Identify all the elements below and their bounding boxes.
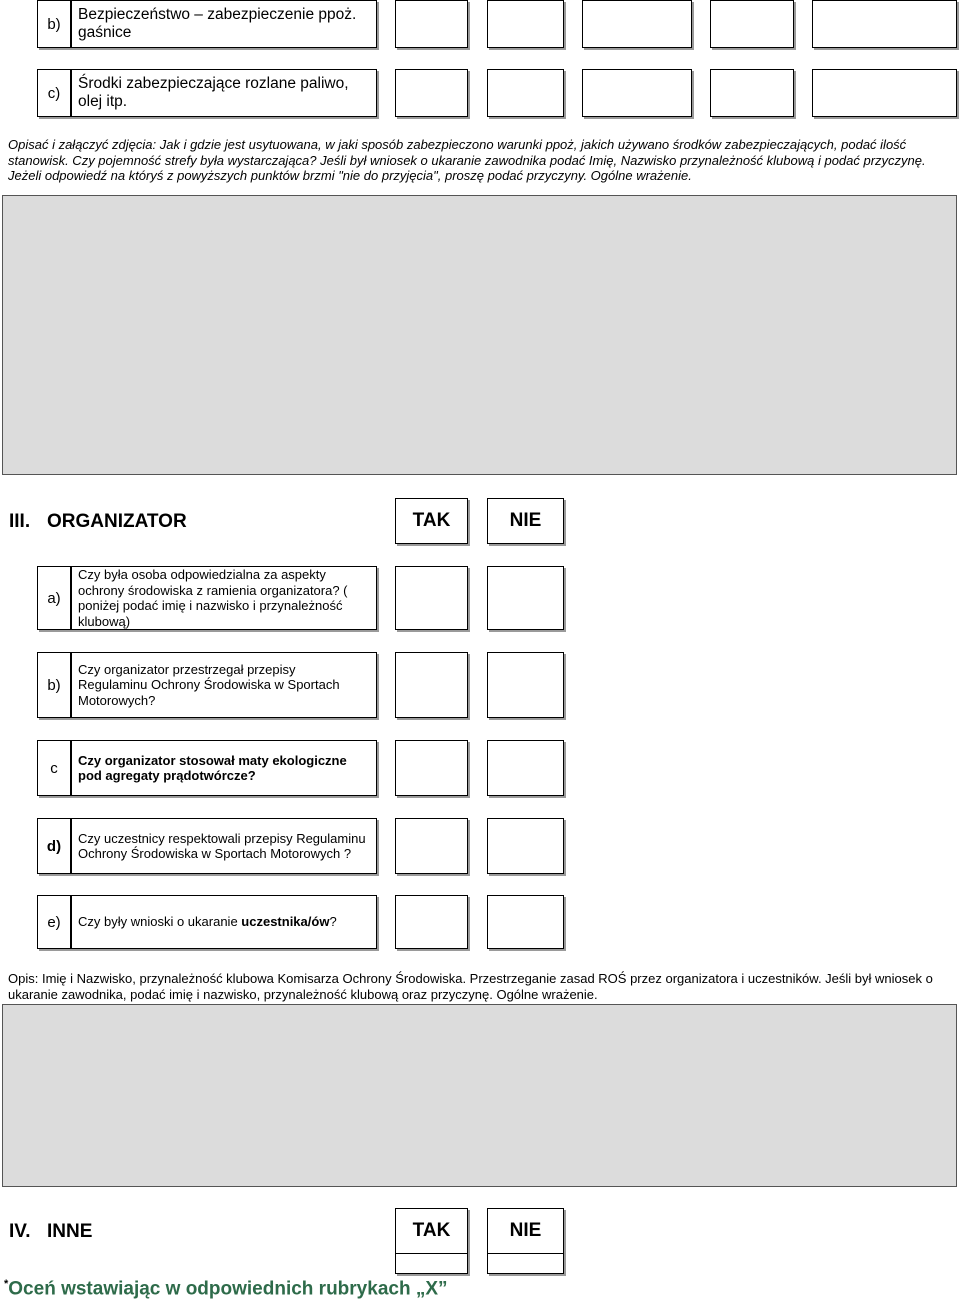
nie-header — [487, 1208, 564, 1254]
checkbox-cell[interactable] — [487, 0, 564, 48]
tak-checkbox[interactable] — [395, 652, 468, 718]
description-area-section2[interactable] — [2, 195, 957, 475]
question-cell-regulations — [71, 652, 377, 718]
question-cell-responsible-person — [71, 566, 377, 630]
section4-title: INNE — [47, 1221, 93, 1242]
nie-checkbox[interactable] — [487, 895, 564, 949]
description-area-section3[interactable] — [2, 1004, 957, 1187]
row-letter-text: c — [50, 759, 58, 777]
tak-checkbox[interactable] — [395, 740, 468, 796]
question-cell-fire-safety — [71, 0, 377, 48]
nie-checkbox[interactable] — [487, 652, 564, 718]
row-letter-e — [37, 895, 71, 949]
footer-asterisk: * — [4, 1278, 9, 1290]
checkbox-cell[interactable] — [812, 69, 957, 117]
checkbox-cell[interactable] — [710, 69, 794, 117]
tak-checkbox[interactable] — [395, 1254, 468, 1274]
tak-checkbox[interactable] — [395, 818, 468, 874]
row-letter-text: c) — [47, 84, 61, 102]
row-letter-text: d) — [46, 837, 62, 855]
row-letter-a — [37, 566, 71, 630]
nie-checkbox[interactable] — [487, 1254, 564, 1274]
row-letter-b — [37, 0, 71, 48]
question-text: Czy uczestnicy respektowali przepisy Regulaminu Ochrony Środowiska w Sportach Motorowych ? — [78, 830, 366, 861]
nie-label: NIE — [509, 1220, 542, 1241]
nie-checkbox[interactable] — [487, 566, 564, 630]
question-cell-penalty-requests — [71, 895, 377, 949]
checkbox-cell[interactable] — [812, 0, 957, 48]
question-cell-participants-respect — [71, 818, 377, 874]
row-letter-text: b) — [47, 15, 61, 33]
question-text-prefix: Czy były wnioski o ukaranie — [78, 914, 242, 930]
footer-text: Oceń wstawiając w odpowiednich rubrykach „X” — [8, 1278, 448, 1300]
tak-checkbox[interactable] — [395, 566, 468, 630]
question-text: Czy organizator przestrzegał przepisy Regulaminu Ochrony Środowiska w Sportach Motorowych? — [78, 661, 340, 708]
checkbox-cell[interactable] — [710, 0, 794, 48]
checkbox-cell[interactable] — [487, 69, 564, 117]
checkbox-cell[interactable] — [395, 69, 468, 117]
checkbox-cell[interactable] — [395, 0, 468, 48]
question-cell-spill-protection — [71, 69, 377, 117]
tak-header — [395, 498, 468, 544]
nie-header — [487, 498, 564, 544]
question-text: Czy była osoba odpowiedzialna za aspekty ochrony środowiska z ramienia organizatora? ( poniżej podać imię i nazwisko i przynależność klubową) — [78, 567, 348, 629]
row-letter-text: a) — [47, 589, 61, 607]
question-text: Środki zabezpieczające rozlane paliwo, olej itp. — [78, 75, 349, 110]
nie-checkbox[interactable] — [487, 740, 564, 796]
tak-label: TAK — [412, 510, 451, 531]
section3-title: ORGANIZATOR — [47, 511, 187, 532]
checkbox-cell[interactable] — [582, 69, 692, 117]
question-text — [78, 914, 337, 930]
checkbox-cell[interactable] — [582, 0, 692, 48]
row-letter-d — [37, 818, 71, 874]
question-cell-eco-mats — [71, 740, 377, 796]
section2-instructions: Opisać i załączyć zdjęcia: Jak i gdzie jest usytuowana, w jaki sposób zabezpieczono warunki ppoż, jakich używano środków zabezpieczających, podać ilość stanowisk. Czy pojemność strefy była wystarczająca? Jeśli był wniosek o ukaranie zawodnika podać Imię, Nazwisko przynależność klubową i podać przyczynę. Jeżeli odpowiedź na któryś z powyższych punktów brzmi "nie do przyjęcia", proszę podać przyczyny. Ogólne wrażenie. — [8, 137, 926, 183]
tak-label: TAK — [412, 1220, 451, 1241]
section3-number: III. — [9, 511, 31, 532]
question-text: Bezpieczeństwo – zabezpieczenie ppoż. gaśnice — [78, 6, 357, 41]
tak-header — [395, 1208, 468, 1254]
nie-checkbox[interactable] — [487, 818, 564, 874]
row-letter-c — [37, 69, 71, 117]
section4-number: IV. — [9, 1221, 31, 1242]
section3-instructions: Opis: Imię i Nazwisko, przynależność klubowa Komisarza Ochrony Środowiska. Przestrzeganie zasad ROŚ przez organizatora i uczestników. Jeśli był wniosek o ukaranie zawodnika, podać imię i nazwisko, przynależność klubową oraz przyczynę. Ogólne wrażenie. — [8, 971, 933, 1002]
nie-label: NIE — [509, 510, 542, 531]
row-letter-b — [37, 652, 71, 718]
tak-checkbox[interactable] — [395, 895, 468, 949]
question-text: Czy organizator stosował maty ekologiczne pod agregaty prądotwórcze? — [78, 752, 347, 783]
row-letter-text: b) — [47, 676, 61, 694]
question-text-suffix: ? — [329, 914, 337, 930]
row-letter-text: e) — [47, 913, 61, 931]
row-letter-c — [37, 740, 71, 796]
footer-instruction — [4, 1278, 448, 1300]
question-text-bold: uczestnika/ów — [241, 914, 330, 930]
